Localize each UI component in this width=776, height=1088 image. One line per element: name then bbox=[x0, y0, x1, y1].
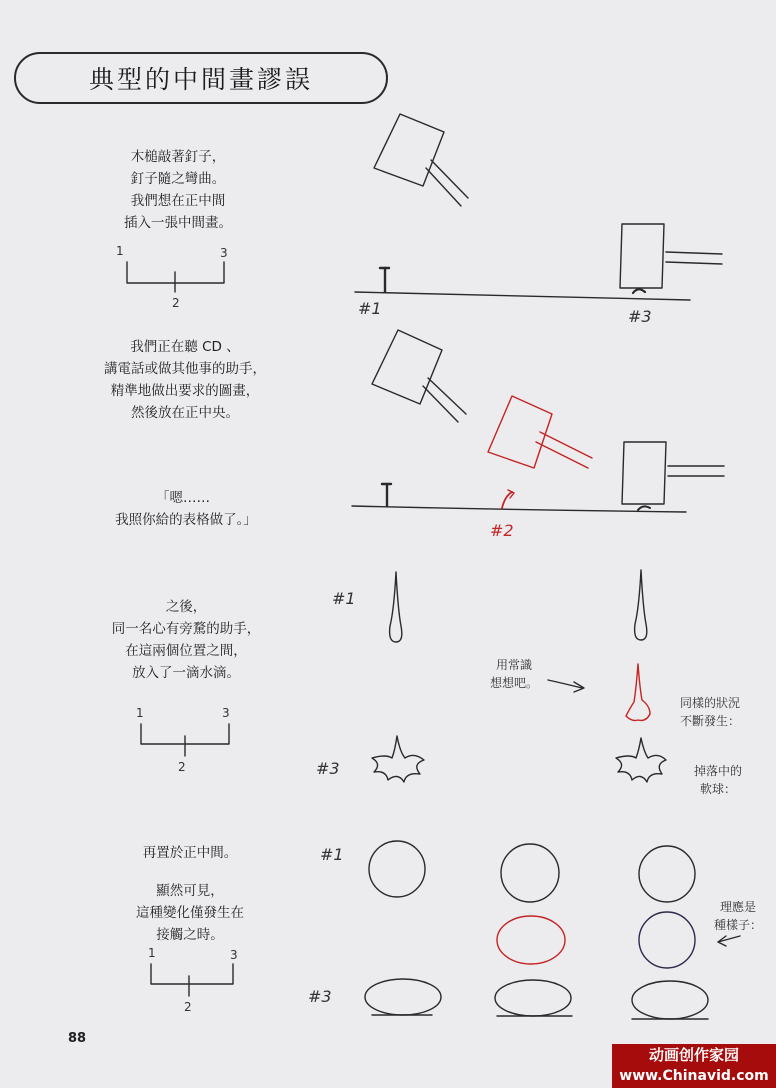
hammer-down-icon bbox=[620, 224, 722, 293]
text-line: 「嗯…… bbox=[156, 490, 210, 506]
text-line: 顯然可見， bbox=[156, 883, 224, 899]
scale5-label-2: 2 bbox=[184, 1000, 192, 1014]
text-line: 我照你給的表格做了。」 bbox=[115, 512, 257, 528]
ball-squashed-icon bbox=[495, 980, 571, 1016]
watermark-line-2: www.Chinavid.com bbox=[619, 1068, 769, 1084]
text-line: 在這兩個位置之間， bbox=[125, 643, 247, 659]
scale4-label-3: 3 bbox=[222, 706, 230, 720]
water-drop-icon bbox=[390, 572, 402, 642]
middle-drawing-red bbox=[488, 396, 592, 508]
frame-label-3: #3 bbox=[308, 987, 332, 1006]
ball-squashed-icon bbox=[632, 981, 708, 1019]
scale1-label-1: 1 bbox=[116, 244, 124, 258]
text-line: 精準地做出要求的圖畫， bbox=[110, 383, 260, 399]
nail-straight-icon bbox=[380, 268, 389, 292]
text-line: 然後放在正中央。 bbox=[131, 405, 239, 421]
ball-icon bbox=[369, 841, 425, 897]
text-line: 講電話或做其他事的助手， bbox=[104, 361, 266, 377]
note-line: 同樣的狀況 bbox=[680, 696, 741, 710]
water-drop-icon bbox=[635, 570, 647, 640]
timing-scale-3 bbox=[151, 964, 233, 996]
page-title: 典型的中間畫謬誤 bbox=[88, 65, 313, 94]
splash-icon bbox=[372, 736, 424, 782]
ball-icon bbox=[639, 912, 695, 968]
text-line: 釘子隨之彎曲。 bbox=[130, 171, 226, 187]
text-line: 插入一張中間畫。 bbox=[124, 215, 232, 231]
frame-label-1: #1 bbox=[320, 845, 344, 864]
scale1-label-2: 2 bbox=[172, 296, 180, 310]
hammer-down-icon bbox=[622, 442, 724, 510]
ball-icon bbox=[639, 846, 695, 902]
scale5-label-3: 3 bbox=[230, 948, 238, 962]
note-line: 用常識 bbox=[496, 658, 533, 672]
frame-label-3: #3 bbox=[316, 759, 340, 778]
frame-label-2: #2 bbox=[490, 521, 514, 540]
text-line: 之後， bbox=[165, 599, 207, 615]
ball-squashed-icon bbox=[365, 979, 441, 1015]
note-line: 想想吧。 bbox=[490, 676, 539, 690]
note-line: 不斷發生： bbox=[680, 714, 741, 728]
middle-splash-red bbox=[626, 664, 650, 721]
note-line: 掉落中的 bbox=[694, 764, 743, 778]
note-line: 理應是 bbox=[720, 900, 757, 914]
timing-scale-2 bbox=[141, 724, 229, 756]
splash-icon bbox=[616, 738, 666, 782]
hammer-raised-icon bbox=[372, 330, 466, 422]
nail-straight-icon bbox=[382, 484, 391, 506]
text-line: 同一名心有旁騖的助手， bbox=[111, 621, 261, 637]
text-line: 我們正在聽 CD 、 bbox=[130, 339, 240, 355]
ball-red-squash-icon bbox=[497, 916, 565, 964]
hammer-raised-icon bbox=[374, 114, 468, 206]
ground-line bbox=[352, 506, 686, 512]
frame-label-1: #1 bbox=[358, 299, 382, 318]
text-line: 接觸之時。 bbox=[156, 927, 224, 943]
text-line: 木槌敲著釘子， bbox=[130, 149, 226, 165]
scale1-label-3: 3 bbox=[220, 246, 228, 260]
page-number: 88 bbox=[68, 1031, 87, 1046]
scale5-label-1: 1 bbox=[148, 946, 156, 960]
text-line: 這種變化僅發生在 bbox=[136, 905, 244, 921]
text-line: 放入了一滴水滴。 bbox=[132, 665, 240, 681]
watermark-badge bbox=[612, 1044, 776, 1088]
frame-label-3: #3 bbox=[628, 307, 652, 326]
text-line: 再置於正中間。 bbox=[142, 845, 238, 861]
frame-label-1: #1 bbox=[332, 589, 356, 608]
scale4-label-2: 2 bbox=[178, 760, 186, 774]
note-line: 軟球： bbox=[700, 782, 737, 796]
watermark-line-1: 动画创作家园 bbox=[648, 1046, 739, 1064]
ground-line bbox=[355, 292, 690, 300]
text-line: 我們想在正中間 bbox=[130, 193, 226, 209]
note-line: 種樣子： bbox=[714, 918, 763, 932]
ball-icon bbox=[501, 844, 559, 902]
timing-scale-1 bbox=[127, 262, 224, 292]
scale4-label-1: 1 bbox=[136, 706, 144, 720]
